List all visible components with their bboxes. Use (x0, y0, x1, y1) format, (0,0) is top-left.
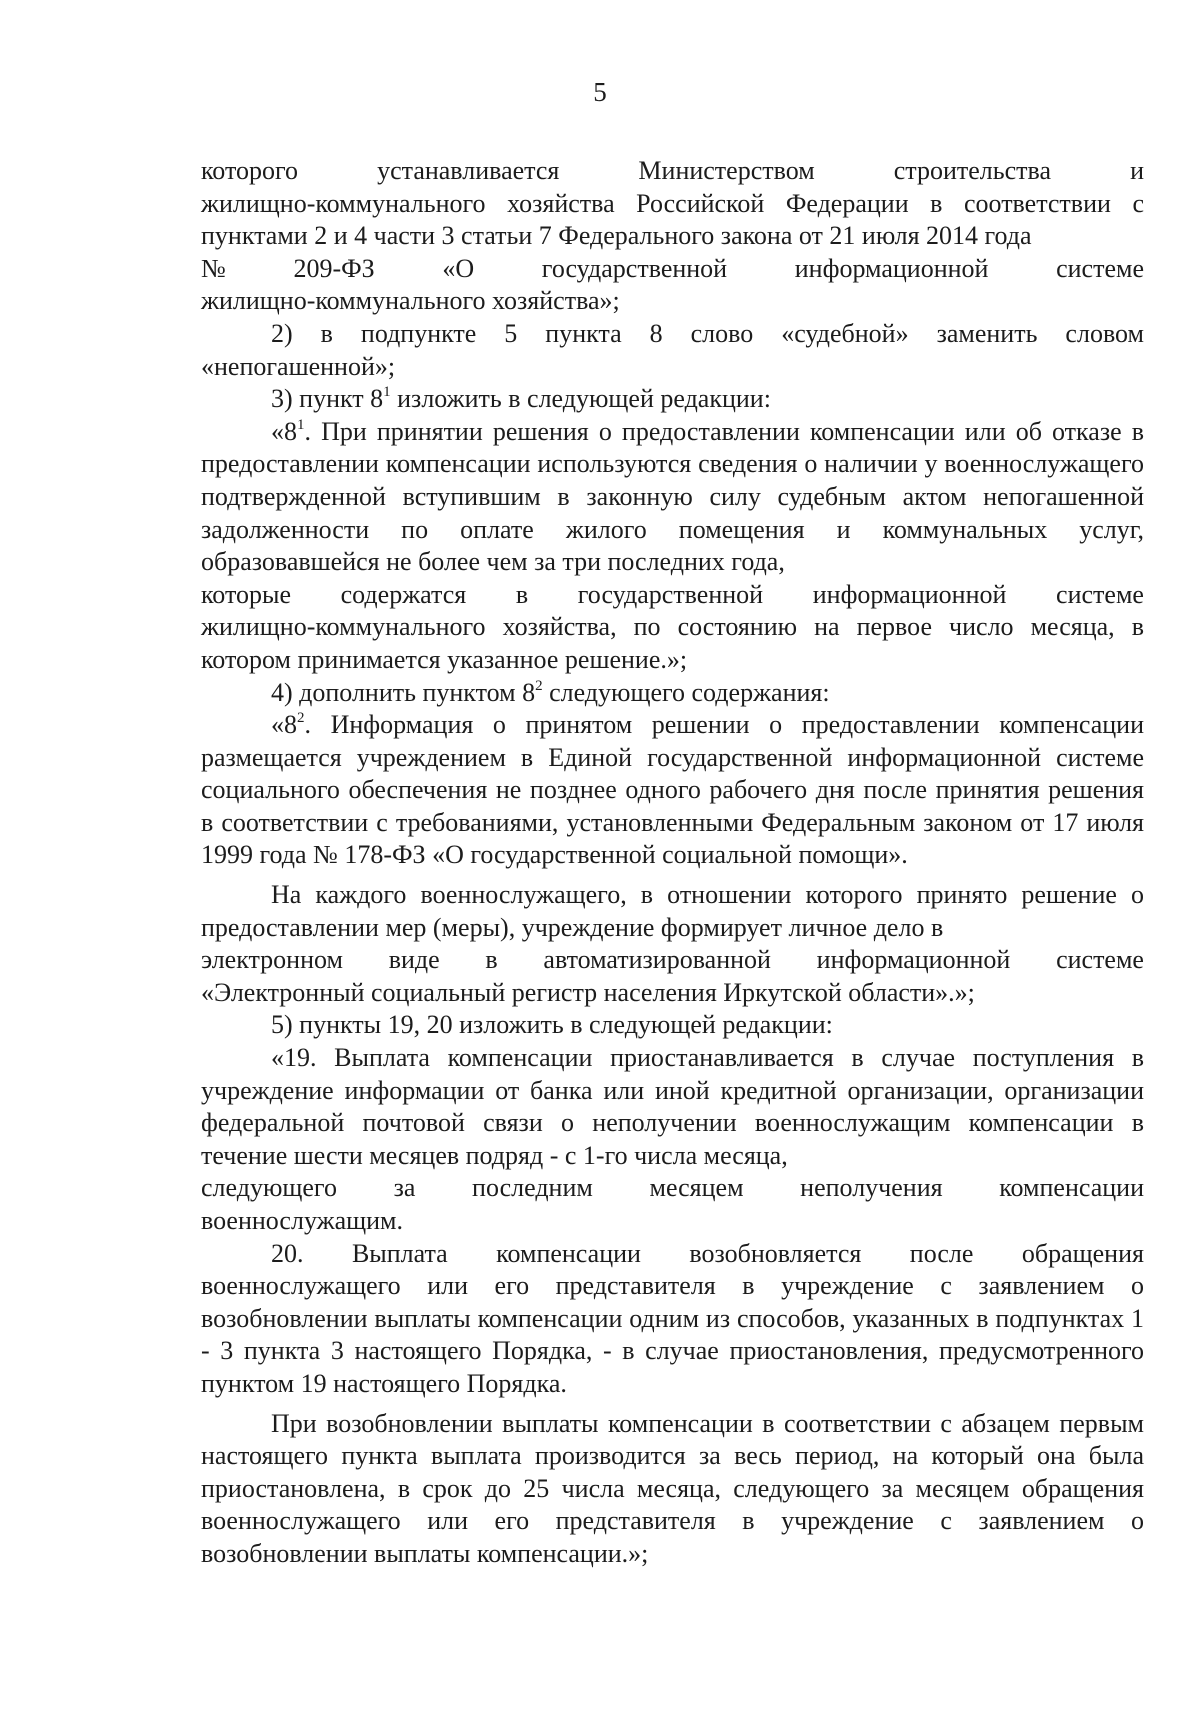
list-item-4 (201, 677, 1144, 710)
text-line: «Электронный социальный регистр населения Иркутской области».»; (201, 977, 975, 1007)
word: которые (201, 579, 291, 609)
paragraph: На каждого военнослужащего, в отношении которого принято решение о предоставлении мер (меры), учреждение формирует личное дело в (201, 880, 1144, 942)
list-item-2: 2) в подпункте 5 пункта 8 слово «судебной» заменить словом «непогашенной»; (201, 318, 1144, 381)
word: Выплата (351, 1238, 448, 1268)
word: автоматизированной (543, 945, 771, 975)
text-line: жилищно-коммунального хозяйства»; (201, 286, 620, 316)
word: государственной (577, 579, 764, 609)
word: месяцем (649, 1173, 744, 1203)
word: неполучения (800, 1173, 943, 1203)
superscript: 2 (535, 677, 543, 694)
word: после (909, 1238, 974, 1268)
word: возобновляется (689, 1238, 862, 1268)
word: системе (1056, 945, 1144, 975)
word: государственной (541, 253, 728, 283)
word: системе (1056, 253, 1144, 283)
paragraph-20: военнослужащего или его представителя в учреждение с заявлением о возобновлении выплаты компенсации одним из способов, указанных в подпунктах 1 - 3 пункта 3 настоящего Порядка, - в случае приостановления, предусмотренного пунктом 19 настоящего Порядка. (201, 1271, 1144, 1398)
word: компенсации (496, 1238, 641, 1268)
paragraph: жилищно-коммунального хозяйства Российской Федерации в соответствии с пунктами 2 и 4 части 3 статьи 7 Федерального закона от 21 июля 2014 года (201, 188, 1144, 251)
text-fragment: изложить в следующей редакции: (390, 384, 771, 414)
superscript: 1 (297, 416, 305, 433)
paragraph: При возобновлении выплаты компенсации в соответствии с абзацем первым настоящего пункта выплата производится за весь период, на который она была приостановлена, в срок до 25 числа месяца, следующего за месяцем обращения военнослужащего или его представителя в учреждение с заявлением о возобновлении выплаты компенсации.»; (201, 1408, 1144, 1568)
text-fragment: . При принятии решения о предоставлении компенсации или об отказе в предоставлении компенсации используются сведения о наличии у военнослужащего подтвержденной вступившим в законную силу судебным актом непогашенной задолженности по оплате жилого помещения и коммунальных услуг, образовавшейся не более чем за три последних года, (201, 416, 1144, 577)
word: информационной (816, 945, 1011, 975)
paragraph-19: «19. Выплата компенсации приостанавливается в случае поступления в учреждение информации от банка или иной кредитной организации, организации федеральной почтовой связи о неполучении военнослужащим компенсации в течение шести месяцев подряд - с 1-го числа месяца, (201, 1043, 1144, 1170)
word: «О (442, 253, 475, 283)
word: № (201, 253, 226, 283)
word: электронном (201, 945, 343, 975)
text-line (201, 579, 1144, 612)
word: 209-ФЗ (293, 253, 375, 283)
word: и (1130, 156, 1144, 185)
text-fragment: следующего содержания: (542, 677, 830, 707)
text-fragment: 4) дополнить пунктом 8 (271, 677, 536, 707)
text-fragment: «8 (271, 710, 297, 740)
word: которого (201, 156, 299, 185)
page-number: 5 (593, 77, 607, 107)
text-line (201, 1172, 1144, 1205)
list-item-3 (201, 383, 1144, 416)
list-item-5: 5) пункты 19, 20 изложить в следующей редакции: (271, 1010, 833, 1040)
word: устанавливается (377, 156, 560, 185)
document-body (201, 155, 1144, 1571)
word: виде (388, 945, 440, 975)
text-fragment: 3) пункт 8 (271, 384, 384, 414)
word: компенсации (999, 1173, 1144, 1203)
paragraph-8-2 (201, 709, 1144, 872)
word: 20. (271, 1238, 304, 1268)
text-fragment: . Информация о принятом решении о предоставлении компенсации размещается учреждением в Единой государственной информационной системе социального обеспечения не позднее одного рабочего дня после принятия решения в соответствии с требованиями, установленными Федеральным законом от 17 июля 1999 года № 178-ФЗ «О государственной социальной помощи». (201, 710, 1144, 870)
text-fragment: «8 (271, 416, 297, 446)
word: последним (472, 1173, 593, 1203)
text-line: военнослужащим. (201, 1206, 403, 1235)
text-line (201, 944, 1144, 977)
paragraph-8-1 (201, 416, 1144, 579)
word: за (393, 1173, 416, 1203)
text-line (201, 253, 1144, 286)
text-line (201, 1238, 1144, 1271)
superscript: 2 (297, 710, 305, 727)
word: в (485, 945, 498, 975)
word: следующего (201, 1173, 337, 1203)
word: системе (1056, 579, 1144, 609)
word: строительства (893, 156, 1051, 185)
word: в (515, 579, 529, 609)
word: Министерством (638, 156, 815, 185)
word: информационной (794, 253, 989, 283)
superscript: 1 (383, 384, 391, 401)
word: содержатся (340, 579, 467, 609)
paragraph: жилищно-коммунального хозяйства, по состоянию на первое число месяца, в котором принимается указанное решение.»; (201, 612, 1144, 674)
word: информационной (812, 579, 1007, 609)
text-line (201, 155, 1144, 188)
word: обращения (1021, 1238, 1144, 1268)
